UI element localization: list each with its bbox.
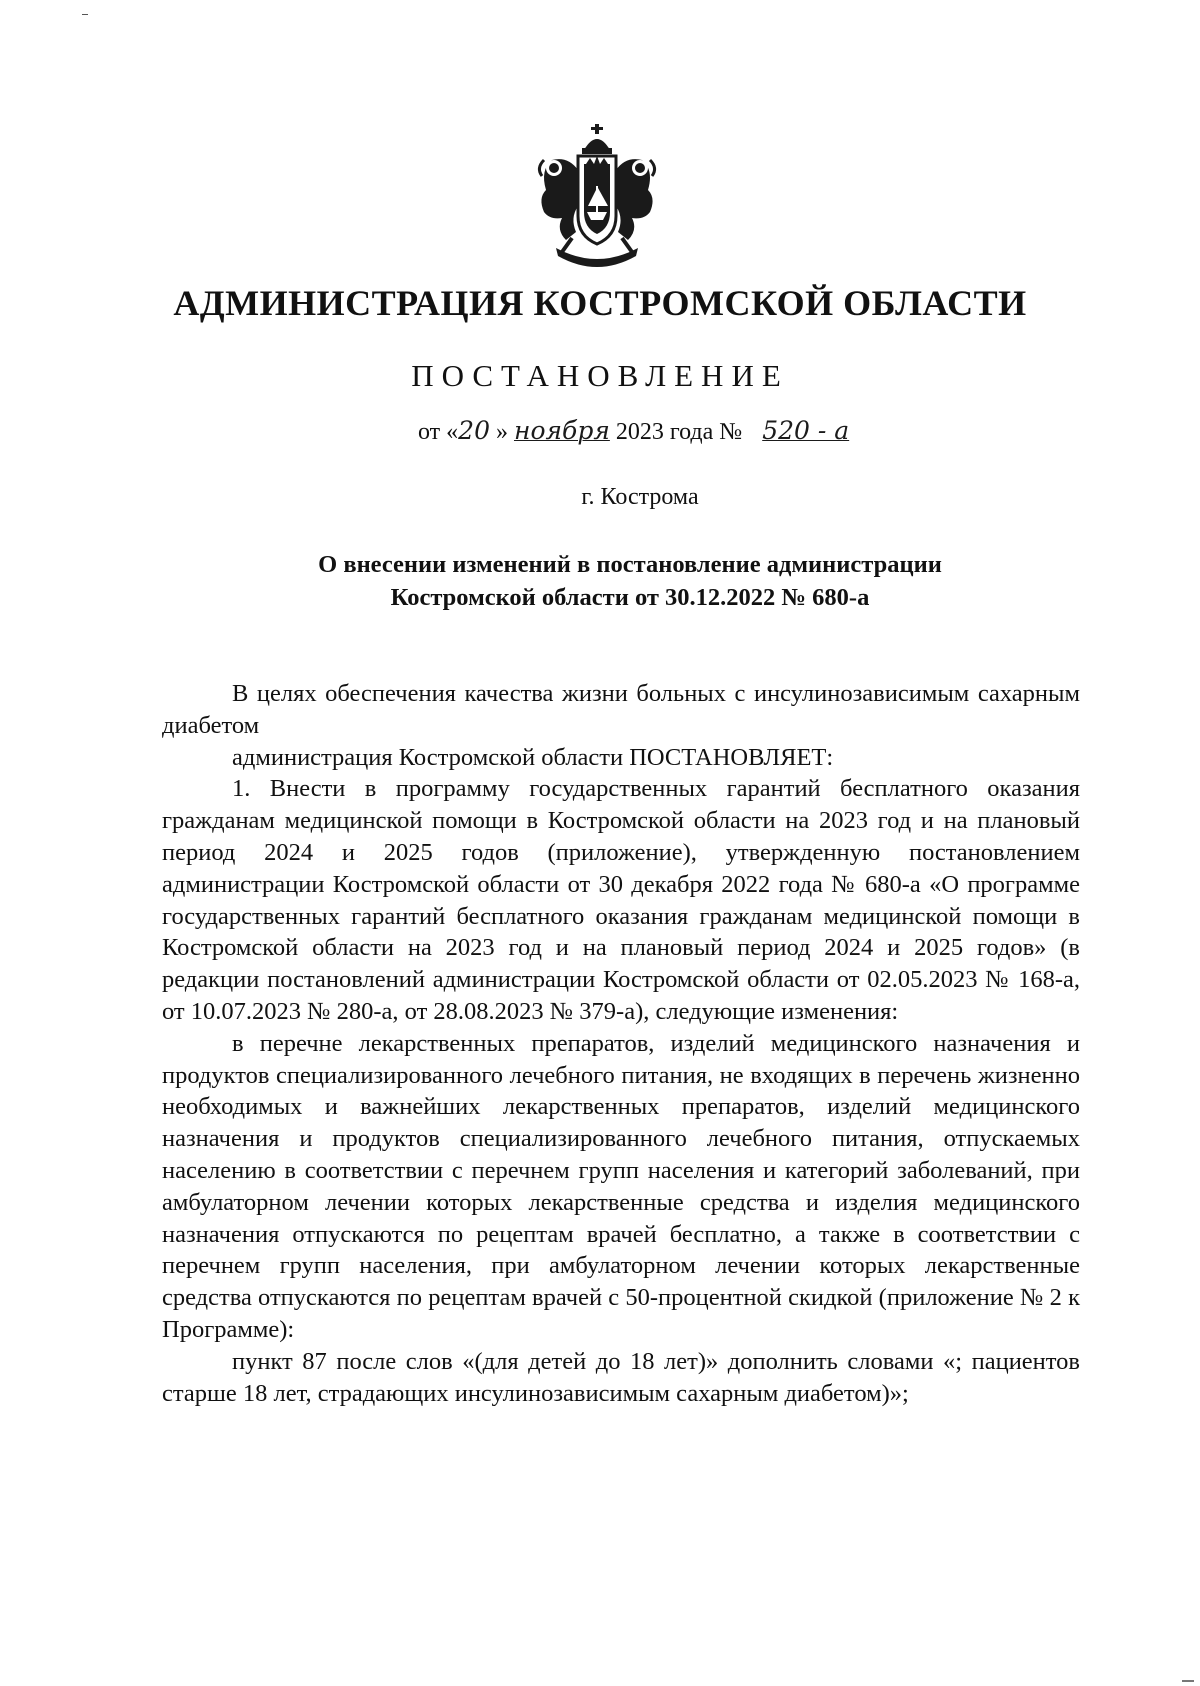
- organization-title: АДМИНИСТРАЦИЯ КОСТРОМСКОЙ ОБЛАСТИ: [173, 283, 1027, 323]
- paragraph-resolves: администрация Костромской области ПОСТАНОВЛЯЕТ:: [232, 743, 834, 771]
- paragraph-list-intro: в перечне лекарственных препаратов, изделий медицинского назначения и продуктов специализированного лечебного питания, не входящих в перечень жизненно необходимых и важнейших лекарственных препаратов, изделий медицинского назначения и продуктов специализированного лечебного питания, отпускаемых населению в соответствии с перечнем групп населения и категорий заболеваний, при амбулаторном лечении которых лекарственные средства и изделия медицинского назначения отпускаются по рецептам врачей бесплатно, а также в соответствии с перечнем групп населения, при амбулаторном лечении которых лекарственные средства отпускаются по рецептам врачей с 50-процентной скидкой (приложение № 2 к Программе):: [162, 1029, 1080, 1343]
- scan-mark: [82, 14, 88, 15]
- coat-of-arms-icon: [532, 120, 662, 280]
- date-number-line: [418, 416, 849, 446]
- date-month: ноября: [513, 416, 610, 445]
- paragraph-preamble: В целях обеспечения качества жизни больных с инсулинозависимым сахарным диабетом: [162, 680, 1080, 739]
- paragraph-point-87: пункт 87 после слов «(для детей до 18 лет)» дополнить словами «; пациентов старше 18 лет, страдающих инсулинозависимым сахарным диабетом)»;: [162, 1347, 1080, 1407]
- document-subject: [180, 548, 1080, 614]
- subject-line-2: Костромской области от 30.12.2022 № 680-а: [390, 584, 870, 611]
- city: г. Кострома: [581, 484, 699, 510]
- document-body: [162, 678, 1080, 1409]
- date-prefix: от «: [418, 419, 459, 445]
- scan-mark-corner: [1182, 1680, 1194, 1682]
- document-number: 520 - а: [762, 416, 850, 445]
- date-day: 20: [458, 416, 490, 445]
- paragraph-item-1: 1. Внести в программу государственных гарантий бесплатного оказания гражданам медицинской помощи в Костромской области на 2023 год и на плановый период 2024 и 2025 годов (приложение), утвержденную постановлением администрации Костромской области от 30 декабря 2022 года № 680-а «О программе государственных гарантий бесплатного оказания гражданам медицинской помощи в Костромской области на 2023 год и на плановый период 2024 и 2025 годов» (в редакции постановлений администрации Костромской области от 02.05.2023 № 168-а, от 10.07.2023 № 280-а, от 28.08.2023 № 379-а), следующие изменения:: [162, 775, 1080, 1025]
- document-type: ПОСТАНОВЛЕНИЕ: [411, 358, 789, 393]
- subject-line-1: О внесении изменений в постановление администрации: [318, 551, 942, 578]
- date-year: 2023 года №: [615, 419, 743, 445]
- date-mid: »: [495, 419, 508, 445]
